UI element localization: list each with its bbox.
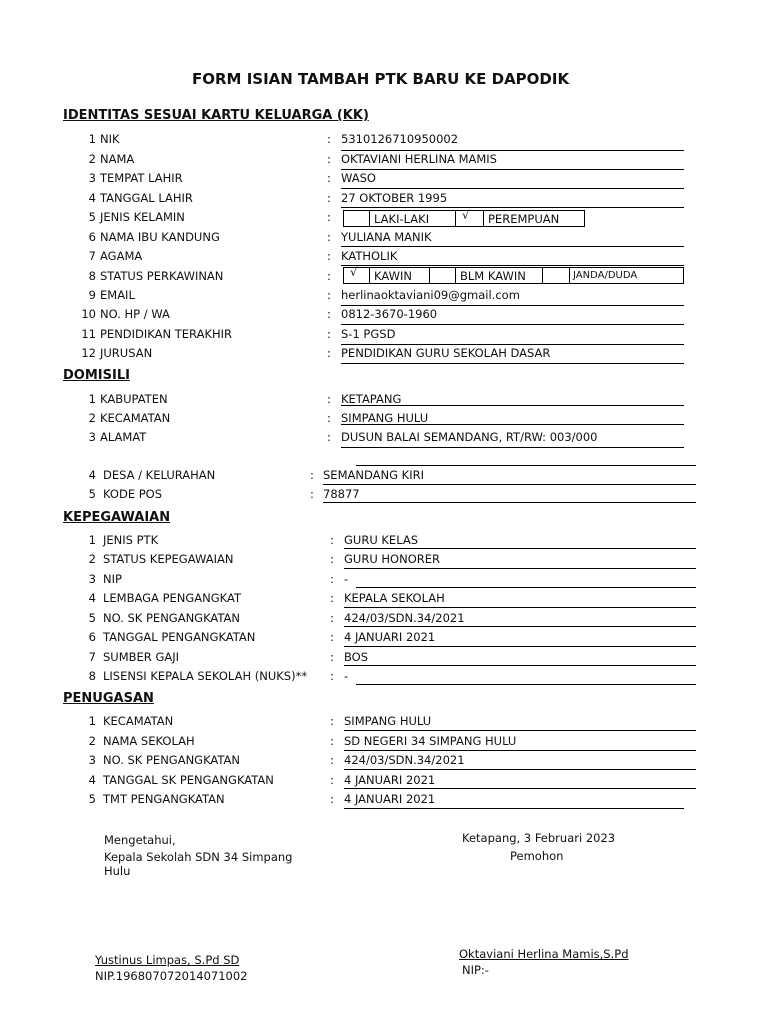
colon: :	[330, 591, 334, 605]
row-number: 10	[81, 307, 96, 321]
underline	[323, 484, 696, 485]
field-label: LISENSI KEPALA SEKOLAH (NUKS)**	[103, 669, 308, 683]
nama-value: OKTAVIANI HERLINA MAMIS	[341, 152, 497, 166]
colon: :	[327, 191, 331, 205]
section-heading-penugasan: PENUGASAN	[63, 691, 154, 706]
field-label: STATUS PERKAWINAN	[100, 269, 224, 283]
signature-left-role: Kepala Sekolah SDN 34 Simpang	[104, 850, 293, 864]
field-label: LEMBAGA PENGANGKAT	[103, 591, 242, 605]
colon: :	[330, 792, 334, 806]
signature-left-intro: Mengetahui,	[104, 833, 176, 847]
checkbox-janda[interactable]	[542, 267, 570, 284]
row-number: 5	[88, 611, 96, 625]
row-number: 3	[88, 430, 96, 444]
field-label: STATUS KEPEGAWAIAN	[103, 552, 234, 566]
kode-pos-value: 78877	[323, 487, 360, 501]
option-kawin-label: KAWIN	[374, 269, 412, 283]
colon: :	[327, 132, 331, 146]
tanggal-sk-value: 4 JANUARI 2021	[344, 773, 436, 787]
desa-value: SEMANDANG KIRI	[323, 468, 424, 482]
nama-sekolah-value: SD NEGERI 34 SIMPANG HULU	[344, 734, 517, 748]
colon: :	[327, 346, 331, 360]
colon: :	[327, 269, 331, 283]
field-label: PENDIDIKAN TERAKHIR	[100, 327, 233, 341]
field-label: SUMBER GAJI	[103, 650, 180, 664]
row-number: 7	[88, 650, 96, 664]
kecamatan-value: SIMPANG HULU	[341, 411, 429, 425]
field-label: JENIS PTK	[103, 533, 159, 547]
colon: :	[327, 171, 331, 185]
field-label: NAMA SEKOLAH	[103, 734, 195, 748]
signature-left-role-cont: Hulu	[104, 864, 131, 878]
field-label: NO. HP / WA	[100, 307, 170, 321]
row-number: 2	[88, 152, 96, 166]
row-number: 1	[88, 132, 96, 146]
row-number: 5	[88, 210, 96, 224]
underline	[356, 465, 696, 466]
section-heading-domisili: DOMISILI	[63, 368, 130, 383]
field-label: TEMPAT LAHIR	[100, 171, 183, 185]
signature-right-role: Pemohon	[510, 849, 564, 863]
row-number: 4	[88, 191, 96, 205]
underline	[341, 246, 684, 247]
underline	[341, 169, 684, 170]
option-blm-kawin-label: BLM KAWIN	[460, 269, 526, 283]
colon: :	[327, 392, 331, 406]
field-label: NIP	[103, 572, 122, 586]
colon: :	[330, 552, 334, 566]
underline	[356, 684, 696, 685]
field-label: KABUPATEN	[100, 392, 168, 406]
row-number: 5	[88, 792, 96, 806]
underline	[344, 750, 696, 751]
field-label: TANGGAL LAHIR	[100, 191, 193, 205]
colon: :	[327, 327, 331, 341]
underline	[341, 305, 684, 306]
row-number: 3	[88, 572, 96, 586]
sumber-gaji-value: BOS	[344, 650, 369, 664]
underline	[344, 607, 696, 608]
colon: :	[327, 411, 331, 425]
tempat-lahir-value: WASO	[341, 171, 376, 185]
row-number: 4	[88, 591, 96, 605]
no-sk-value: 424/03/SDN.34/2021	[344, 611, 465, 625]
underline	[344, 626, 696, 627]
row-number: 6	[88, 230, 96, 244]
signature-right-name: Oktaviani Herlina Mamis,S.Pd	[459, 947, 629, 961]
field-label: TMT PENGANGKATAN	[103, 792, 225, 806]
colon: :	[327, 430, 331, 444]
underline	[344, 769, 696, 770]
tugas-no-sk-value: 424/03/SDN.34/2021	[344, 753, 465, 767]
section-heading-kepegawaian: KEPEGAWAIAN	[63, 510, 171, 525]
field-label: NO. SK PENGANGKATAN	[103, 611, 241, 625]
signature-right-nip: NIP:-	[462, 963, 489, 977]
colon: :	[330, 734, 334, 748]
row-number: 9	[88, 288, 96, 302]
colon: :	[330, 753, 334, 767]
nik-value: 5310126710950002	[341, 132, 459, 146]
underline	[341, 265, 684, 266]
check-mark-icon: √	[350, 265, 358, 279]
colon: :	[327, 288, 331, 302]
section-heading-kk: IDENTITAS SESUAI KARTU KELUARGA (KK)	[63, 108, 369, 123]
field-label: AGAMA	[100, 249, 143, 263]
colon: :	[330, 650, 334, 664]
nip-value: -	[344, 572, 349, 586]
field-label: KECAMATAN	[103, 714, 174, 728]
field-label: EMAIL	[100, 288, 135, 302]
colon: :	[330, 611, 334, 625]
colon: :	[310, 487, 314, 501]
row-number: 4	[88, 773, 96, 787]
jenis-ptk-value: GURU KELAS	[344, 533, 419, 547]
tanggal-lahir-value: 27 OKTOBER 1995	[341, 191, 448, 205]
colon: :	[327, 307, 331, 321]
field-label: TANGGAL SK PENGANGKATAN	[103, 773, 274, 787]
underline	[341, 405, 684, 406]
underline	[323, 502, 696, 503]
status-kepegawaian-value: GURU HONORER	[344, 552, 440, 566]
option-janda-label: JANDA/DUDA	[573, 270, 638, 281]
field-label: NAMA	[100, 152, 135, 166]
field-label: NIK	[100, 132, 120, 146]
option-male-label: LAKI-LAKI	[374, 212, 430, 226]
underline	[341, 324, 684, 325]
underline	[344, 808, 684, 809]
colon: :	[330, 773, 334, 787]
field-label: DESA / KELURAHAN	[103, 468, 216, 482]
underline	[341, 447, 684, 448]
jurusan-value: PENDIDIKAN GURU SEKOLAH DASAR	[341, 346, 551, 360]
pendidikan-value: S-1 PGSD	[341, 327, 396, 341]
row-number: 1	[88, 533, 96, 547]
underline	[356, 587, 696, 588]
underline	[344, 730, 696, 731]
underline	[344, 548, 696, 549]
option-female-label: PEREMPUAN	[488, 212, 560, 226]
underline	[344, 568, 696, 569]
colon: :	[330, 630, 334, 644]
row-number: 7	[88, 249, 96, 263]
lembaga-value: KEPALA SEKOLAH	[344, 591, 445, 605]
row-number: 2	[88, 552, 96, 566]
ibu-kandung-value: YULIANA MANIK	[341, 230, 432, 244]
checkbox-blm-kawin[interactable]	[429, 267, 456, 284]
signature-left-nip: NIP.196807072014071002	[95, 969, 248, 983]
underline	[344, 788, 696, 789]
row-number: 4	[88, 468, 96, 482]
field-label: ALAMAT	[100, 430, 147, 444]
row-number: 2	[88, 411, 96, 425]
underline	[341, 344, 684, 345]
agama-value: KATHOLIK	[341, 249, 398, 263]
lisensi-value: -	[344, 669, 349, 683]
colon: :	[330, 533, 334, 547]
field-label: TANGGAL PENGANGKATAN	[103, 630, 256, 644]
colon: :	[327, 249, 331, 263]
signature-left-name: Yustinus Limpas, S.Pd SD	[95, 953, 240, 967]
row-number: 11	[81, 327, 96, 341]
underline	[341, 363, 684, 364]
alamat-value: DUSUN BALAI SEMANDANG, RT/RW: 003/000	[341, 430, 598, 444]
underline	[341, 207, 684, 208]
row-number: 2	[88, 734, 96, 748]
hp-value: 0812-3670-1960	[341, 307, 438, 321]
colon: :	[330, 572, 334, 586]
field-label: JURUSAN	[100, 346, 153, 360]
check-mark-icon: √	[462, 208, 470, 222]
colon: :	[310, 468, 314, 482]
field-label: JENIS KELAMIN	[100, 210, 185, 224]
colon: :	[327, 210, 331, 224]
field-label: KECAMATAN	[100, 411, 171, 425]
colon: :	[327, 152, 331, 166]
row-number: 5	[88, 487, 96, 501]
kabupaten-value: KETAPANG	[341, 392, 402, 406]
underline	[341, 188, 684, 189]
field-label: KODE POS	[103, 487, 163, 501]
row-number: 3	[88, 753, 96, 767]
tmt-value: 4 JANUARI 2021	[344, 792, 436, 806]
field-label: NAMA IBU KANDUNG	[100, 230, 220, 244]
colon: :	[330, 669, 334, 683]
signature-right-date: Ketapang, 3 Februari 2023	[462, 831, 616, 845]
colon: :	[330, 714, 334, 728]
row-number: 6	[88, 630, 96, 644]
tanggal-pengangkatan-value: 4 JANUARI 2021	[344, 630, 436, 644]
underline	[344, 646, 696, 647]
email-value: herlinaoktaviani09@gmail.com	[341, 288, 520, 302]
row-number: 1	[88, 392, 96, 406]
underline	[341, 424, 684, 425]
form-title: FORM ISIAN TAMBAH PTK BARU KE DAPODIK	[192, 70, 570, 88]
row-number: 1	[88, 714, 96, 728]
row-number: 8	[88, 669, 96, 683]
tugas-kecamatan-value: SIMPANG HULU	[344, 714, 432, 728]
field-label: NO. SK PENGANGKATAN	[103, 753, 241, 767]
colon: :	[327, 230, 331, 244]
underline	[341, 150, 684, 151]
checkbox-female[interactable]	[455, 210, 484, 227]
row-number: 12	[81, 346, 96, 360]
underline	[344, 665, 696, 666]
row-number: 3	[88, 171, 96, 185]
checkbox-male[interactable]	[343, 210, 370, 227]
row-number: 8	[88, 269, 96, 283]
